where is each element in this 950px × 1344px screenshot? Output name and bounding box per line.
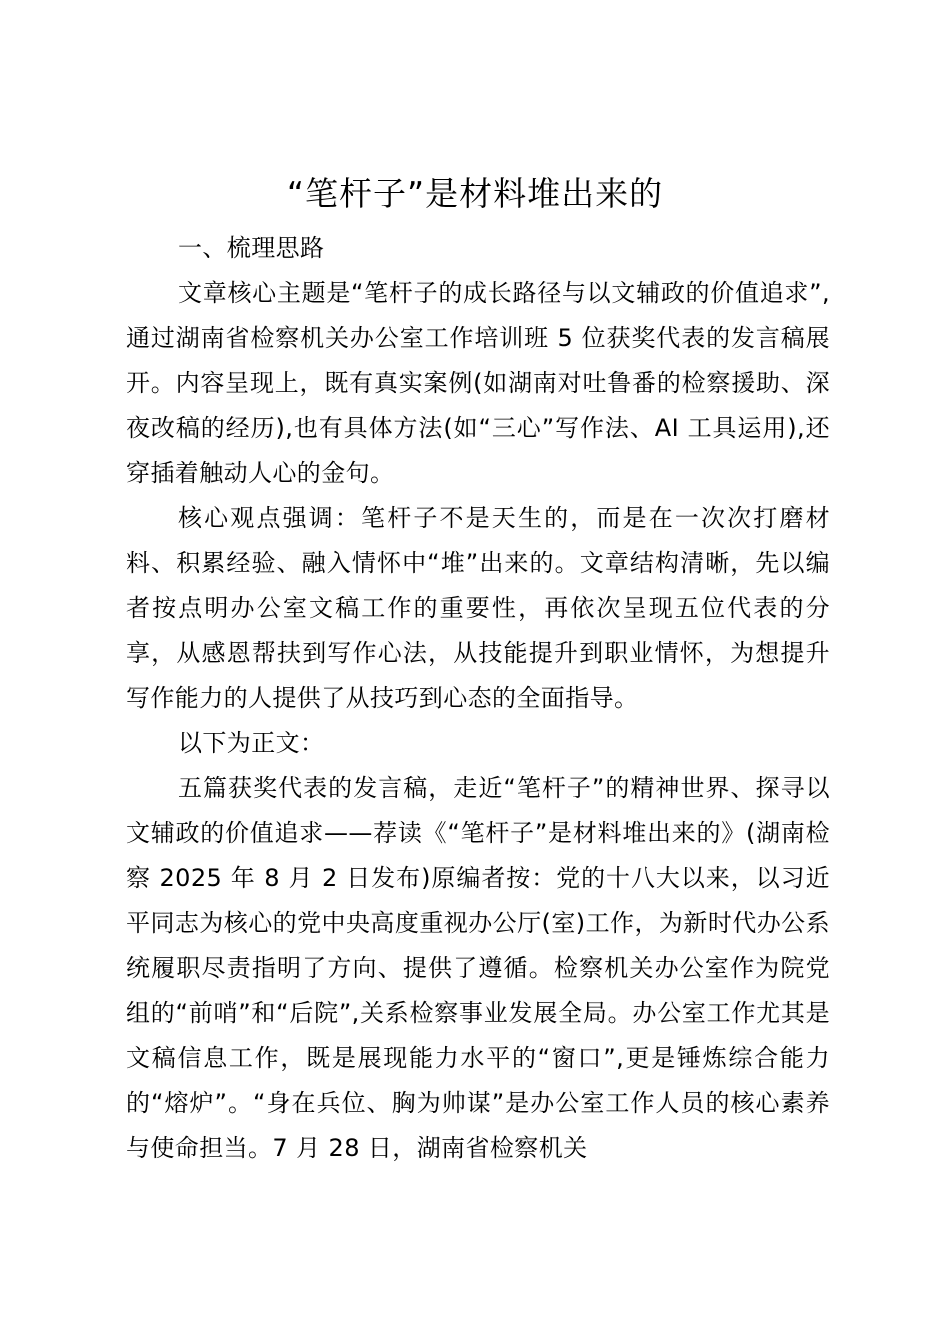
- paragraph-core-viewpoint: 核心观点强调：笔杆子不是天生的，而是在一次次打磨材料、积累经验、融入情怀中“堆”出来的。文章结构清晰，先以编者按点明办公室文稿工作的重要性，再依次呈现五位代表的分享，从感恩帮扶到写作心法，从技能提升到职业情怀，为想提升写作能力的人提供了从技巧到心态的全面指导。: [126, 504, 830, 712]
- document-title: “笔杆子”是材料堆出来的: [286, 174, 664, 213]
- paragraph-main-text-intro: 以下为正文：: [178, 729, 325, 757]
- section-heading: 一、梳理思路: [178, 234, 325, 262]
- paragraph-editor-note: 五篇获奖代表的发言稿，走近“笔杆子”的精神世界、探寻以文辅政的价值追求——荐读《“笔杆子”是材料堆出来的》(湖南检察 2025 年 8 月 2 日发布)原编者按：党的十八大以来，以习近平同志为核心的党中央高度重视办公厅(室)工作，为新时代办公系统履职尽责指明了方向、提供了遵循。检察机关办公室作为院党组的“前哨”和“后院”,关系检察事业发展全局。办公室工作尤其是文稿信息工作，既是展现能力水平的“窗口”,更是锤炼综合能力的“熔炉”。“身在兵位、胸为帅谋”是办公室工作人员的核心素养与使命担当。7 月 28 日，湖南省检察机关: [126, 774, 830, 1162]
- document-body: [126, 226, 830, 1171]
- paragraph-core-theme: 文章核心主题是“笔杆子的成长路径与以文辅政的价值追求”,通过湖南省检察机关办公室工作培训班 5 位获奖代表的发言稿展开。内容呈现上，既有真实案例(如湖南对吐鲁番的检察援助、深夜改稿的经历),也有具体方法(如“三心”写作法、AI 工具运用),还穿插着触动人心的金句。: [126, 279, 830, 487]
